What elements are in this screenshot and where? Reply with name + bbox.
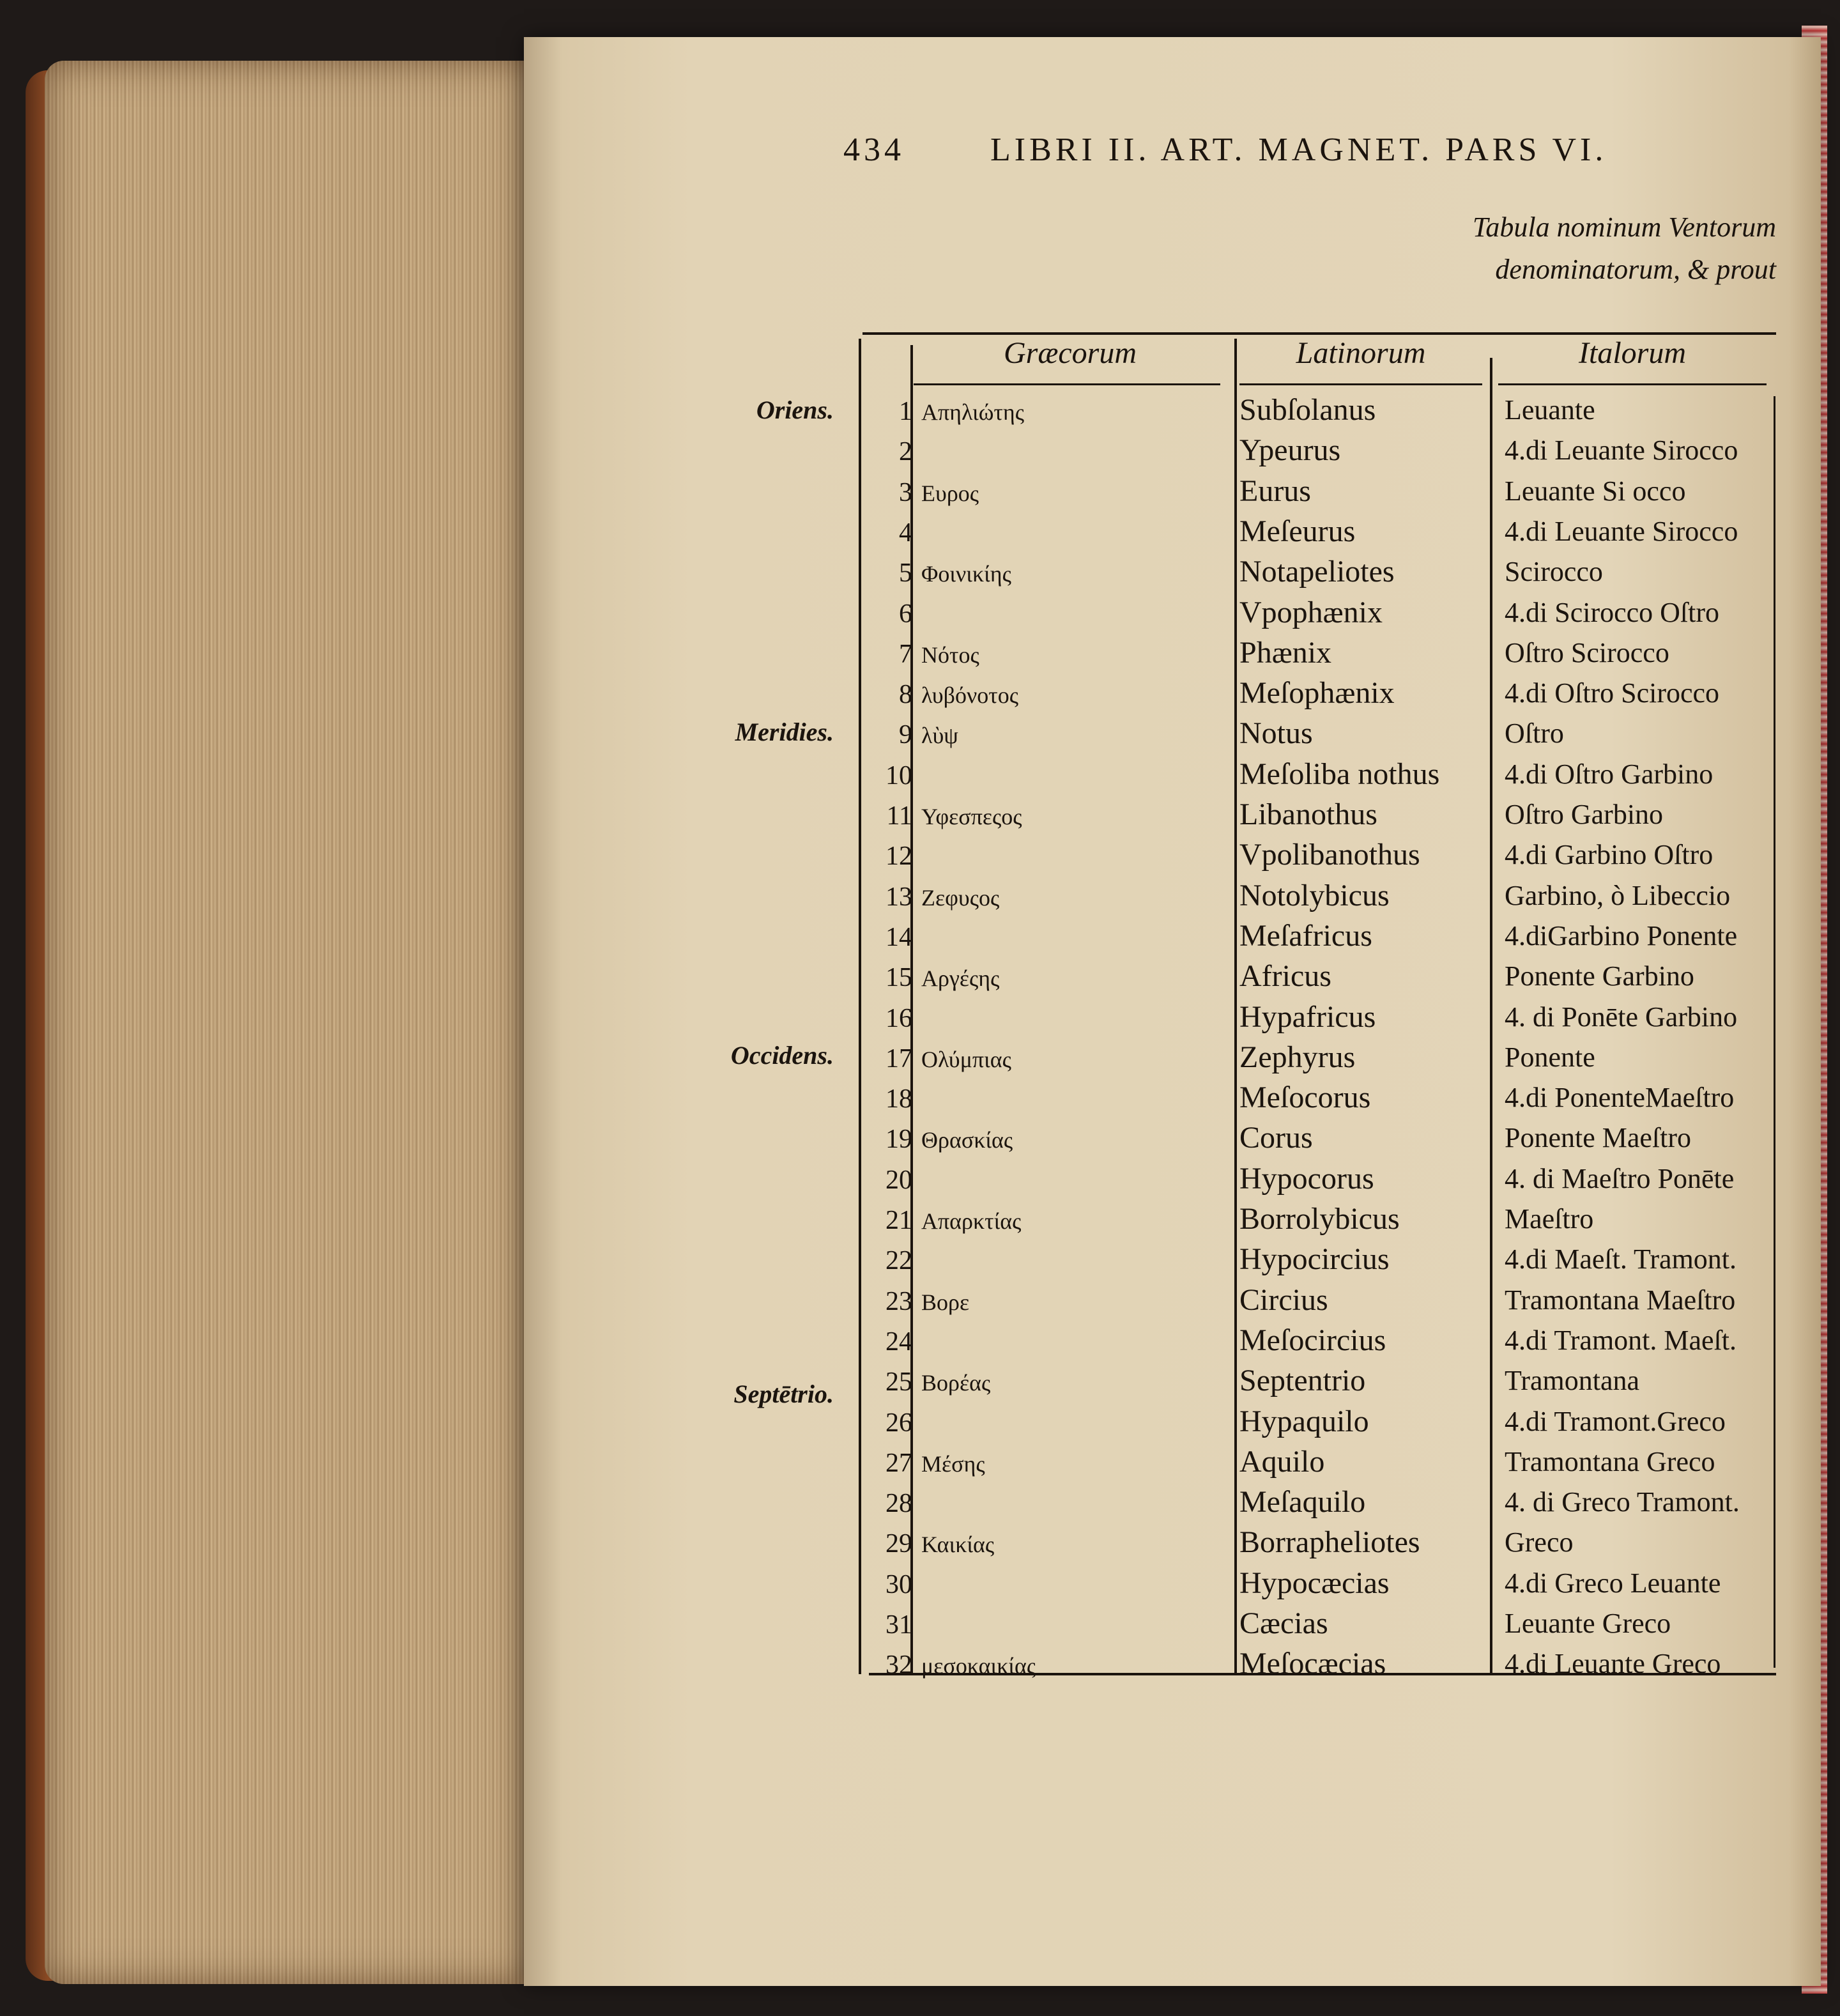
latin-name: Meſophænix bbox=[1239, 676, 1395, 711]
latin-name: Africus bbox=[1239, 959, 1331, 994]
wind-number: 16 bbox=[885, 1003, 912, 1033]
table-row bbox=[862, 1604, 1776, 1645]
italian-name: 4.di Leuante Sirocco bbox=[1505, 515, 1738, 547]
italian-name: 4.di Oſtro Garbino bbox=[1505, 758, 1713, 790]
table-row bbox=[862, 1483, 1776, 1523]
greek-name: Θρασκίας bbox=[921, 1127, 1013, 1153]
table-row bbox=[862, 634, 1776, 674]
greek-name: λὺψ bbox=[921, 723, 958, 749]
italian-name: 4.di Scirocco Oſtro bbox=[1505, 596, 1720, 628]
latin-name: Hypocorus bbox=[1239, 1161, 1374, 1196]
greek-name: Ζεφυςος bbox=[921, 884, 1000, 911]
table-row bbox=[862, 1281, 1776, 1321]
table-row bbox=[862, 431, 1776, 472]
wind-number: 30 bbox=[885, 1569, 912, 1599]
italian-name: Oſtro Scirocco bbox=[1505, 636, 1669, 668]
latin-name: Vpolibanothus bbox=[1239, 838, 1420, 872]
latin-name: Cæcias bbox=[1239, 1606, 1328, 1640]
wind-number: 4 bbox=[899, 518, 912, 548]
table-row bbox=[862, 877, 1776, 917]
cardinal-label-septentrio: Septētrio. bbox=[733, 1380, 834, 1408]
table-row bbox=[862, 836, 1776, 876]
latin-name: Meſaquilo bbox=[1239, 1485, 1366, 1520]
cardinal-label-occidens: Occidens. bbox=[730, 1041, 834, 1070]
latin-name: Meſafricus bbox=[1239, 918, 1372, 953]
wind-number: 11 bbox=[886, 801, 912, 831]
wind-number: 27 bbox=[885, 1448, 912, 1478]
latin-name: Hypocæcias bbox=[1239, 1566, 1390, 1600]
page-number: 434 bbox=[843, 132, 905, 168]
italian-name: Tramontana Greco bbox=[1505, 1445, 1715, 1477]
greek-name: Μέσης bbox=[921, 1450, 985, 1477]
table-row bbox=[862, 796, 1776, 836]
column-header-greek: Græcorum bbox=[1003, 336, 1137, 370]
wind-number: 6 bbox=[899, 599, 912, 629]
italian-name: Ponente Garbino bbox=[1505, 960, 1694, 992]
latin-name: Phænix bbox=[1239, 635, 1332, 670]
wind-number: 31 bbox=[885, 1610, 912, 1640]
greek-name: Απαρκτίας bbox=[921, 1208, 1022, 1234]
running-title: LIBRI II. ART. MAGNET. PARS VI. bbox=[990, 132, 1607, 168]
greek-name: Απηλιώτης bbox=[921, 399, 1024, 425]
table-row bbox=[862, 553, 1776, 593]
latin-name: Notolybicus bbox=[1239, 878, 1390, 912]
latin-name: Hypaquilo bbox=[1239, 1404, 1369, 1438]
greek-name: Βορέας bbox=[921, 1370, 991, 1396]
table-row bbox=[862, 957, 1776, 997]
table-caption-line-1: Tabula nominum Ventorum bbox=[1472, 212, 1776, 243]
wind-number: 32 bbox=[885, 1651, 912, 1681]
wind-number: 3 bbox=[899, 477, 912, 507]
latin-name: Meſocorus bbox=[1239, 1081, 1371, 1115]
table-row bbox=[862, 674, 1776, 714]
wind-number: 23 bbox=[885, 1286, 912, 1316]
wind-number: 29 bbox=[885, 1529, 912, 1559]
latin-name: Hypocircius bbox=[1239, 1242, 1390, 1277]
latin-name: Ypeurus bbox=[1239, 433, 1341, 468]
table-row bbox=[862, 1403, 1776, 1443]
wind-number: 15 bbox=[885, 963, 912, 993]
italian-name: 4. di Ponēte Garbino bbox=[1505, 1001, 1738, 1033]
page-block-edge bbox=[45, 61, 530, 1984]
table-row bbox=[862, 1321, 1776, 1362]
wind-number: 19 bbox=[885, 1125, 912, 1155]
table-row bbox=[862, 1645, 1776, 1685]
table-row bbox=[862, 1119, 1776, 1159]
column-header-latin: Latinorum bbox=[1296, 336, 1426, 370]
italian-name: Maeſtro bbox=[1505, 1203, 1594, 1235]
table-row bbox=[862, 755, 1776, 796]
table-top-rule bbox=[862, 332, 1776, 335]
latin-name: Meſocircius bbox=[1239, 1323, 1386, 1357]
italian-name: 4.di Greco Leuante bbox=[1505, 1567, 1721, 1599]
italian-name: 4.di Garbino Oſtro bbox=[1505, 839, 1713, 871]
latin-name: Zephyrus bbox=[1239, 1040, 1356, 1074]
table-row bbox=[862, 1200, 1776, 1240]
greek-name: λυβόνοτος bbox=[921, 682, 1018, 709]
table-row bbox=[862, 714, 1776, 755]
wind-number: 21 bbox=[885, 1206, 912, 1235]
italian-name: Ponente Maeſtro bbox=[1505, 1122, 1692, 1154]
italian-name: 4.di Tramont. Maeſt. bbox=[1505, 1324, 1737, 1356]
greek-name: Νότος bbox=[921, 642, 979, 668]
latin-name: Subſolanus bbox=[1239, 393, 1376, 427]
running-header bbox=[843, 131, 1719, 176]
italian-name: Oſtro Garbino bbox=[1505, 799, 1664, 830]
greek-name: Ολύμπιας bbox=[921, 1046, 1011, 1072]
latin-name: Hypafricus bbox=[1239, 999, 1376, 1034]
italian-name: Tramontana Maeſtro bbox=[1505, 1284, 1736, 1316]
italian-name: Ponente bbox=[1505, 1041, 1595, 1073]
italian-name: Garbino, ò Libeccio bbox=[1505, 879, 1731, 911]
table-row bbox=[862, 1564, 1776, 1604]
wind-number: 22 bbox=[885, 1246, 912, 1276]
italian-name: Oſtro bbox=[1505, 718, 1564, 750]
latin-name: Libanothus bbox=[1239, 797, 1377, 831]
italian-name: 4.di Leuante Greco bbox=[1505, 1648, 1721, 1680]
table-row bbox=[862, 1362, 1776, 1402]
latin-name: Eurus bbox=[1239, 473, 1311, 508]
wind-number: 10 bbox=[885, 760, 912, 790]
latin-name: Corus bbox=[1239, 1121, 1313, 1155]
italian-header-underline bbox=[1498, 383, 1767, 385]
latin-name: Vpophænix bbox=[1239, 595, 1383, 629]
latin-name: Meſeurus bbox=[1239, 514, 1356, 548]
wind-number: 14 bbox=[885, 922, 912, 952]
greek-name: Φοινικίης bbox=[921, 561, 1011, 587]
cardinal-label-meridies: Meridies. bbox=[735, 718, 834, 746]
italian-name: 4.di Maeſt. Tramont. bbox=[1505, 1243, 1737, 1275]
latin-name: Circius bbox=[1239, 1282, 1328, 1317]
table-row bbox=[862, 1038, 1776, 1079]
wind-number: 17 bbox=[885, 1043, 912, 1073]
italian-name: 4.di PonenteMaeſtro bbox=[1505, 1082, 1735, 1114]
wind-number: 20 bbox=[885, 1165, 912, 1195]
latin-name: Notapeliotes bbox=[1239, 555, 1395, 589]
wind-number: 2 bbox=[899, 437, 912, 467]
wind-number: 26 bbox=[885, 1408, 912, 1438]
wind-number: 12 bbox=[885, 842, 912, 872]
latin-name: Meſocæcias bbox=[1239, 1647, 1386, 1681]
table-row bbox=[862, 1160, 1776, 1200]
italian-name: 4.di Oſtro Scirocco bbox=[1505, 677, 1720, 709]
italian-name: Leuante Greco bbox=[1505, 1608, 1671, 1639]
wind-number: 28 bbox=[885, 1489, 912, 1519]
table-row bbox=[862, 472, 1776, 512]
latin-name: Borrolybicus bbox=[1239, 1202, 1400, 1236]
italian-name: Leuante bbox=[1505, 394, 1595, 426]
greek-name: Καικίας bbox=[921, 1532, 995, 1558]
wind-number: 24 bbox=[885, 1327, 912, 1357]
table-row bbox=[862, 917, 1776, 957]
latin-header-underline bbox=[1239, 383, 1482, 385]
wind-number: 25 bbox=[885, 1367, 912, 1397]
italian-name: 4.di Tramont.Greco bbox=[1505, 1405, 1726, 1437]
italian-name: 4. di Maeſtro Ponēte bbox=[1505, 1162, 1735, 1194]
wind-number: 1 bbox=[899, 397, 912, 426]
italian-name: Scirocco bbox=[1505, 556, 1603, 588]
wind-number: 9 bbox=[899, 720, 912, 750]
italian-name: Tramontana bbox=[1505, 1365, 1640, 1397]
italian-name: Leuante Si occo bbox=[1505, 475, 1686, 507]
wind-number: 13 bbox=[885, 882, 912, 912]
table-row bbox=[862, 594, 1776, 634]
cardinal-label-oriens: Oriens. bbox=[756, 396, 834, 424]
wind-number: 18 bbox=[885, 1084, 912, 1114]
table-row bbox=[862, 1523, 1776, 1564]
greek-header-underline bbox=[914, 383, 1220, 385]
table-row bbox=[862, 391, 1776, 431]
latin-name: Aquilo bbox=[1239, 1444, 1325, 1479]
latin-name: Borrapheliotes bbox=[1239, 1525, 1420, 1560]
greek-name: Αργέςης bbox=[921, 966, 1000, 992]
wind-number: 5 bbox=[899, 558, 912, 589]
italian-name: 4.di Leuante Sirocco bbox=[1505, 435, 1738, 466]
table-row bbox=[862, 1079, 1776, 1119]
column-header-italian: Italorum bbox=[1579, 336, 1686, 370]
wind-number: 8 bbox=[899, 680, 912, 710]
latin-name: Meſoliba nothus bbox=[1239, 757, 1440, 791]
latin-name: Notus bbox=[1239, 716, 1313, 751]
table-row bbox=[862, 1240, 1776, 1281]
greek-name: Υφεσπεςος bbox=[921, 804, 1022, 829]
greek-name: Ευρος bbox=[921, 480, 979, 506]
number-column-rule bbox=[859, 339, 861, 1674]
italian-name: Greco bbox=[1505, 1527, 1574, 1558]
italian-name: 4.diGarbino Ponente bbox=[1505, 920, 1738, 951]
greek-name: Βορε bbox=[921, 1289, 970, 1315]
table-row bbox=[862, 1443, 1776, 1483]
greek-name: μεσοκαικίας bbox=[921, 1653, 1036, 1679]
table-row bbox=[862, 512, 1776, 553]
table-row bbox=[862, 998, 1776, 1038]
table-caption-line-2: denominatorum, & prout bbox=[1495, 254, 1776, 285]
latin-name: Septentrio bbox=[1239, 1364, 1366, 1398]
italian-name: 4. di Greco Tramont. bbox=[1505, 1486, 1740, 1518]
wind-number: 7 bbox=[899, 639, 912, 669]
